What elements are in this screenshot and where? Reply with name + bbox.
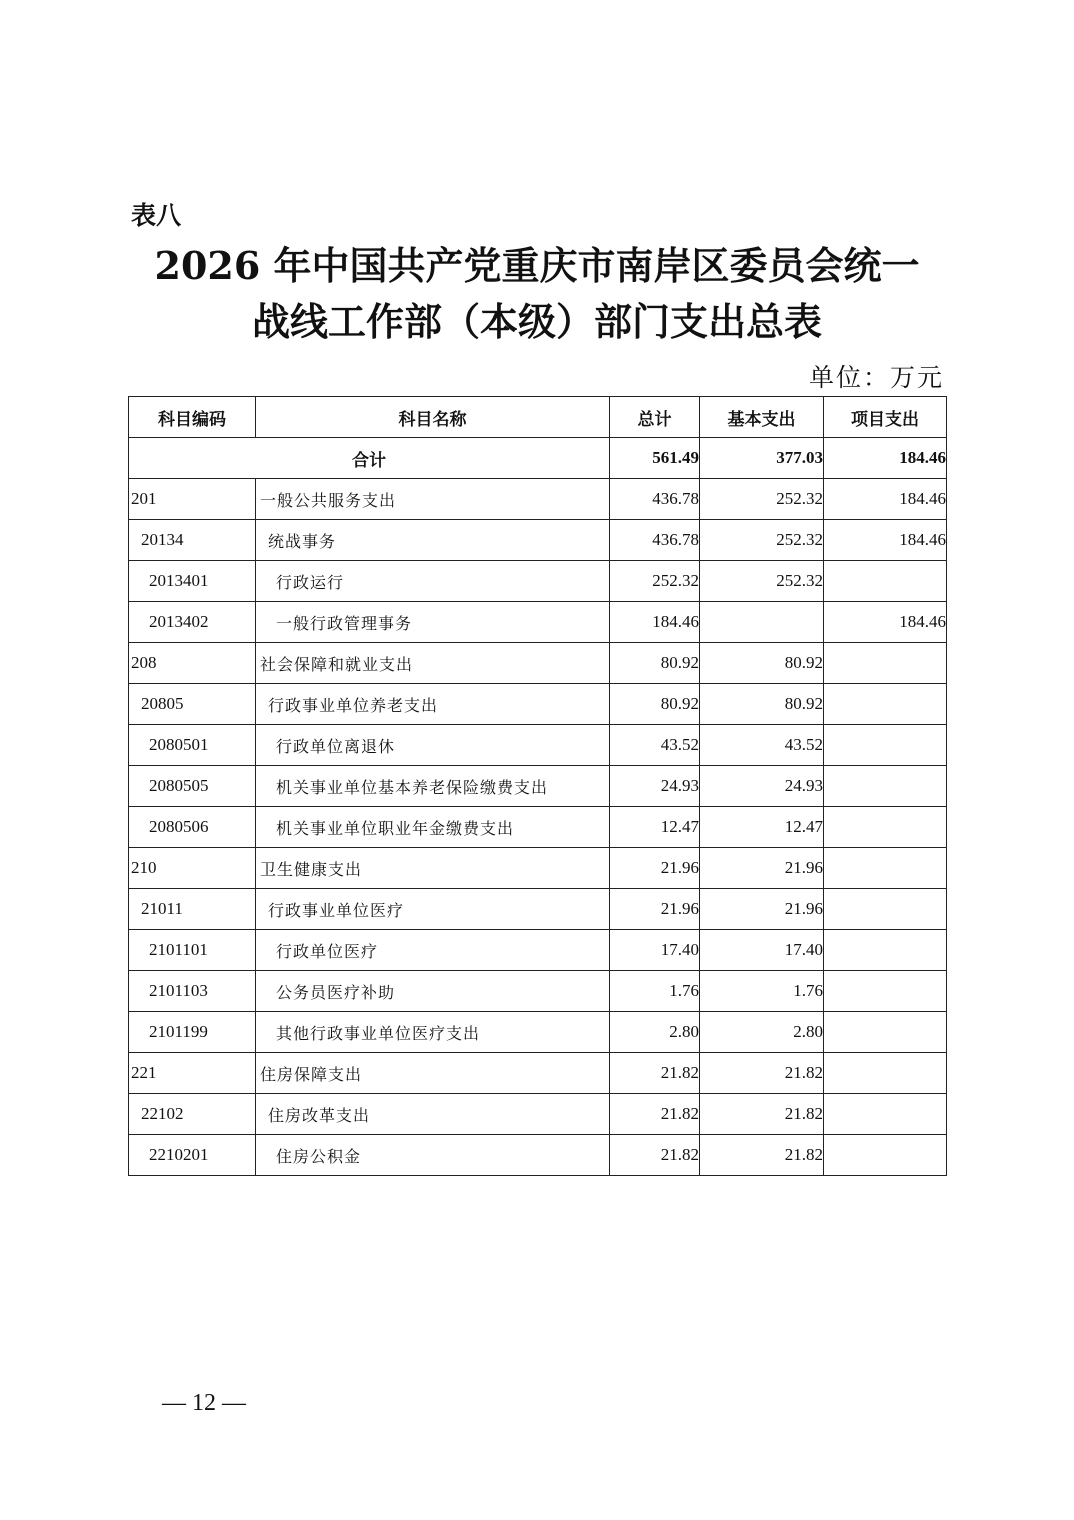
total-project: 184.46	[824, 438, 947, 479]
row-code: 2013401	[129, 561, 256, 602]
total-amount: 561.49	[610, 438, 700, 479]
row-code: 21011	[129, 889, 256, 930]
row-total: 2.80	[610, 1012, 700, 1053]
table-row	[129, 889, 947, 930]
row-basic: 2.80	[700, 1012, 824, 1053]
row-name: 机关事业单位职业年金缴费支出	[256, 807, 610, 848]
table-row	[129, 1135, 947, 1176]
page-title-line-1: 2026 年中国共产党重庆市南岸区委员会统一	[154, 243, 920, 288]
row-name: 行政事业单位医疗	[256, 889, 610, 930]
row-name: 卫生健康支出	[256, 848, 610, 889]
row-total: 436.78	[610, 479, 700, 520]
table-row	[129, 643, 947, 684]
row-code: 2101103	[129, 971, 256, 1012]
table-row	[129, 766, 947, 807]
row-code: 210	[129, 848, 256, 889]
header-basic: 基本支出	[700, 397, 824, 438]
row-code: 20805	[129, 684, 256, 725]
row-total: 43.52	[610, 725, 700, 766]
row-code: 22102	[129, 1094, 256, 1135]
row-basic: 252.32	[700, 479, 824, 520]
row-total: 21.96	[610, 889, 700, 930]
row-code: 2080505	[129, 766, 256, 807]
page-number: — 12 —	[162, 1390, 246, 1416]
table-row	[129, 602, 947, 643]
row-total: 21.82	[610, 1053, 700, 1094]
row-total: 436.78	[610, 520, 700, 561]
row-total: 80.92	[610, 684, 700, 725]
row-project	[824, 930, 947, 971]
unit-label: 单位：万元	[808, 363, 944, 392]
row-project	[824, 725, 947, 766]
row-total: 184.46	[610, 602, 700, 643]
row-basic: 252.32	[700, 561, 824, 602]
row-name: 行政运行	[256, 561, 610, 602]
row-code: 2101101	[129, 930, 256, 971]
row-code: 2080506	[129, 807, 256, 848]
row-code: 2013402	[129, 602, 256, 643]
row-basic: 21.96	[700, 848, 824, 889]
row-basic: 21.82	[700, 1053, 824, 1094]
row-name: 行政单位医疗	[256, 930, 610, 971]
row-code: 201	[129, 479, 256, 520]
row-basic: 17.40	[700, 930, 824, 971]
expenditure-table	[128, 396, 947, 1176]
row-project: 184.46	[824, 602, 947, 643]
row-total: 80.92	[610, 643, 700, 684]
table-row	[129, 561, 947, 602]
table-row	[129, 1094, 947, 1135]
row-name: 住房公积金	[256, 1135, 610, 1176]
row-name: 社会保障和就业支出	[256, 643, 610, 684]
table-header-row	[129, 397, 947, 438]
row-total: 17.40	[610, 930, 700, 971]
table-row	[129, 848, 947, 889]
row-project	[824, 889, 947, 930]
header-project: 项目支出	[824, 397, 947, 438]
row-project	[824, 766, 947, 807]
row-basic: 80.92	[700, 684, 824, 725]
row-code: 2080501	[129, 725, 256, 766]
row-code: 2210201	[129, 1135, 256, 1176]
row-basic: 80.92	[700, 643, 824, 684]
table-row	[129, 930, 947, 971]
row-code: 208	[129, 643, 256, 684]
row-total: 21.96	[610, 848, 700, 889]
row-name: 住房保障支出	[256, 1053, 610, 1094]
row-code: 2101199	[129, 1012, 256, 1053]
row-basic: 21.96	[700, 889, 824, 930]
row-name: 行政事业单位养老支出	[256, 684, 610, 725]
row-total: 21.82	[610, 1135, 700, 1176]
table-row	[129, 1012, 947, 1053]
row-project	[824, 1012, 947, 1053]
row-basic: 12.47	[700, 807, 824, 848]
total-label: 合计	[129, 438, 610, 479]
row-basic: 21.82	[700, 1094, 824, 1135]
row-project	[824, 1053, 947, 1094]
table-label: 表八	[131, 201, 182, 230]
row-code: 20134	[129, 520, 256, 561]
row-total: 24.93	[610, 766, 700, 807]
table-row	[129, 520, 947, 561]
row-name: 机关事业单位基本养老保险缴费支出	[256, 766, 610, 807]
row-basic: 252.32	[700, 520, 824, 561]
table-row	[129, 1053, 947, 1094]
row-name: 行政单位离退休	[256, 725, 610, 766]
row-total: 252.32	[610, 561, 700, 602]
page-title-line-2: 战线工作部（本级）部门支出总表	[251, 299, 822, 344]
row-name: 住房改革支出	[256, 1094, 610, 1135]
row-basic: 21.82	[700, 1135, 824, 1176]
row-project	[824, 1094, 947, 1135]
table-row	[129, 684, 947, 725]
total-row	[129, 438, 947, 479]
row-project	[824, 807, 947, 848]
header-total: 总计	[610, 397, 700, 438]
row-name: 统战事务	[256, 520, 610, 561]
table-row	[129, 971, 947, 1012]
row-total: 12.47	[610, 807, 700, 848]
row-basic: 1.76	[700, 971, 824, 1012]
row-project	[824, 643, 947, 684]
total-basic: 377.03	[700, 438, 824, 479]
row-name: 公务员医疗补助	[256, 971, 610, 1012]
row-project	[824, 971, 947, 1012]
table-row	[129, 725, 947, 766]
row-project: 184.46	[824, 520, 947, 561]
header-name: 科目名称	[256, 397, 610, 438]
row-project	[824, 684, 947, 725]
header-code: 科目编码	[129, 397, 256, 438]
row-total: 1.76	[610, 971, 700, 1012]
table-row	[129, 479, 947, 520]
row-name: 一般公共服务支出	[256, 479, 610, 520]
row-project	[824, 561, 947, 602]
row-name: 一般行政管理事务	[256, 602, 610, 643]
row-project	[824, 1135, 947, 1176]
row-project: 184.46	[824, 479, 947, 520]
row-basic: 24.93	[700, 766, 824, 807]
row-code: 221	[129, 1053, 256, 1094]
row-name: 其他行政事业单位医疗支出	[256, 1012, 610, 1053]
row-basic: 43.52	[700, 725, 824, 766]
row-project	[824, 848, 947, 889]
row-basic	[700, 602, 824, 643]
row-total: 21.82	[610, 1094, 700, 1135]
table-row	[129, 807, 947, 848]
